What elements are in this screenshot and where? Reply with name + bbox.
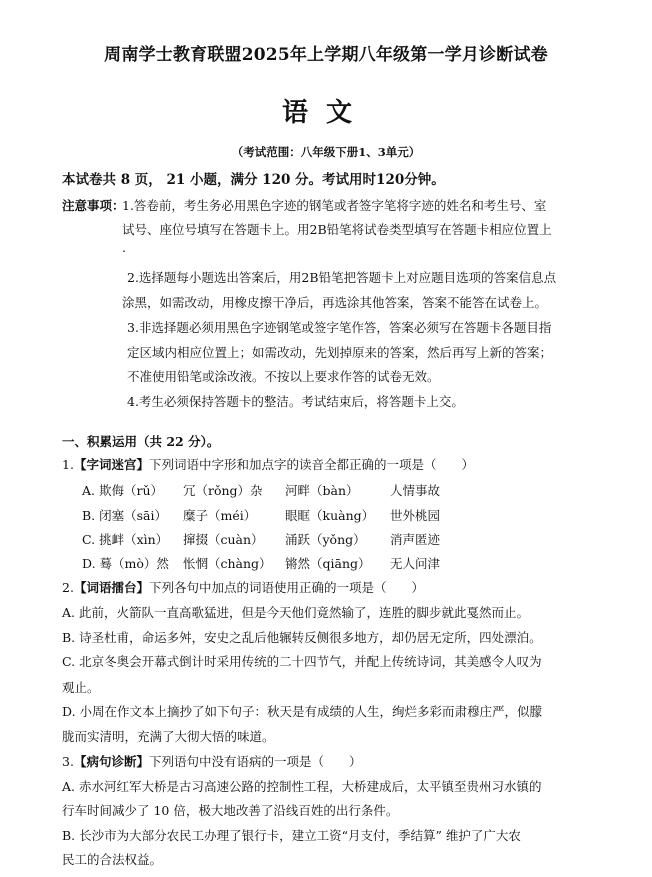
question-2-option: A. 此前，火箭队一直高歌猛进，但是今天他们竟然输了，连胜的脚步就此戛然而止。 [62, 605, 529, 620]
exam-title: 周南学士教育联盟2025年上学期八年级第一学月诊断试卷 [104, 45, 548, 65]
option-cell: 冗（rǒng）杂 [183, 483, 263, 498]
option-cell: 人情事故 [390, 483, 441, 498]
question-tag: 【病句诊断】 [73, 754, 149, 769]
option-cell: B. 闭塞（sāi） [82, 508, 167, 523]
question-number: 3. [62, 754, 74, 769]
notes-label: 注意事项： [62, 198, 125, 213]
option-cell: D. 蓦（mò）然 [82, 556, 169, 571]
option-cell: 糜子（méi） [183, 508, 257, 523]
option-cell: 怅惘（chàng） [183, 556, 272, 571]
question-2-stem [62, 578, 424, 596]
question-3-option: A. 赤水河红军大桥是古习高速公路的控制性工程，大桥建成后，太平镇至贵州习水镇的 [62, 779, 542, 794]
option-cell: 锵然（qiāng） [285, 556, 371, 571]
option-cell: 涌跃（yǒng） [285, 532, 366, 547]
option-cell: 消声匿迹 [390, 532, 441, 547]
option-cell: A. 欺侮（rǔ） [82, 483, 163, 498]
question-3-option: 行车时间减少了 10 倍，极大地改善了沿线百姓的出行条件。 [62, 803, 399, 818]
question-3-option: B. 长沙市为大部分农民工办理了银行卡，建立工资“月支付，季结算” 维护了广大农 [62, 828, 521, 843]
section-heading: 一、积累运用（共 22 分）。 [62, 434, 220, 449]
note-line: 定区域内相应位置上；如需改动，先划掉原来的答案，然后再写上新的答案； [127, 345, 553, 360]
note-line: 涂黑，如需改动，用橡皮擦干净后，再选涂其他答案，答案不能答在试卷上。 [122, 295, 548, 310]
question-number: 2. [62, 580, 74, 595]
question-tag: 【字词迷宫】 [73, 457, 149, 472]
option-cell: 撺掇（cuàn） [183, 532, 264, 547]
question-2-option: 胧而实清明，充满了大彻大悟的味道。 [62, 729, 275, 744]
note-line: 2.选择题每小题选出答案后，用2B铅笔把答题卡上对应题目选项的答案信息点 [127, 270, 557, 285]
question-text: 下列各句中加点的词语使用正确的一项是（ ） [148, 580, 424, 595]
note-line: 试号、座位号填写在答题卡上。用2B铅笔将试卷类型填写在答题卡相应位置上 [122, 222, 552, 237]
question-3-stem [62, 752, 361, 770]
option-cell: 无人问津 [390, 556, 441, 571]
note-line: 4.考生必须保持答题卡的整洁。考试结束后，将答题卡上交。 [127, 394, 464, 409]
question-3-option: 民工的合法权益。 [62, 852, 163, 867]
option-cell: 眼眶（kuàng） [285, 508, 375, 523]
exam-info: 本试卷共 8 页， 21 小题，满分 120 分。考试用时120分钟。 [62, 172, 445, 188]
question-number: 1. [62, 457, 74, 472]
exam-scope: （考试范围：八年级下册1、3单元） [231, 145, 421, 159]
option-cell: C. 挑衅（xìn） [82, 532, 169, 547]
note-line: 3.非选择题必须用黑色字迹钢笔或签字笔作答，答案必须写在答题卡各题目指 [127, 320, 552, 335]
question-text: 下列语句中没有语病的一项是（ ） [148, 754, 362, 769]
option-cell: 河畔（bàn） [285, 483, 359, 498]
question-2-option: 观止。 [62, 680, 100, 695]
question-1-stem [62, 455, 474, 473]
question-2-option: D. 小周在作文本上摘抄了如下句子：秋天是有成绩的人生，绚烂多彩而肃穆庄严，似朦 [62, 704, 543, 719]
question-2-option: C. 北京冬奥会开幕式倒计时采用传统的二十四节气，并配上传统诗词，其美感令人叹为 [62, 654, 542, 669]
question-2-option: B. 诗圣杜甫，命运多舛，安史之乱后他辗转反侧很多地方，却仍居无定所，四处漂泊。 [62, 630, 542, 645]
question-tag: 【词语擂台】 [73, 580, 149, 595]
subject-heading: 语文 [281, 98, 370, 128]
note-line: 不准使用铅笔或涂改液。不按以上要求作答的试卷无效。 [127, 369, 440, 384]
option-cell: 世外桃园 [390, 508, 441, 523]
question-text: 下列词语中字形和加点字的读音全都正确的一项是（ ） [148, 457, 474, 472]
note-line: . [122, 240, 126, 255]
note-line: 1.答卷前，考生务必用黑色字迹的钢笔或者签字笔将字迹的姓名和考生号、室 [122, 198, 547, 213]
